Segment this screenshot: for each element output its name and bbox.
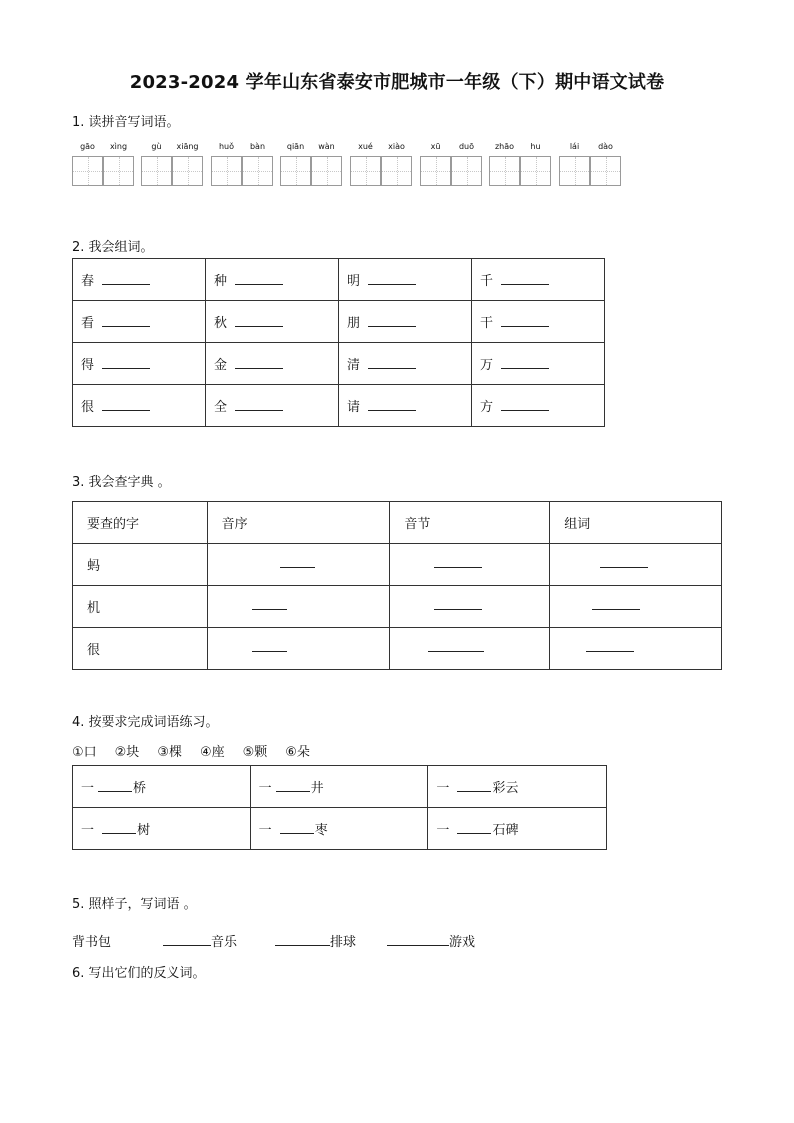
word-cell[interactable] (73, 385, 206, 427)
answer-blank[interactable] (276, 790, 310, 792)
answer-blank[interactable] (102, 409, 150, 411)
writing-box[interactable] (590, 156, 621, 186)
character: 请 (347, 400, 361, 415)
answer-blank[interactable] (368, 409, 416, 411)
answer-blank[interactable] (368, 283, 416, 285)
phrase-prefix: 一 (436, 823, 454, 838)
phrase-suffix: 彩云 (492, 781, 519, 796)
answer-blank[interactable] (501, 283, 549, 285)
pinyin-group (141, 142, 203, 156)
pinyin-text: dào (598, 142, 613, 151)
pinyin-labels (211, 142, 273, 156)
character: 看 (81, 316, 95, 331)
answer-blank[interactable] (102, 325, 150, 327)
pinyin-group (420, 142, 482, 156)
character: 方 (480, 400, 494, 415)
pinyin-text: gù (151, 142, 162, 151)
writing-box[interactable] (280, 156, 311, 186)
character: 明 (347, 274, 361, 289)
character: 金 (214, 358, 228, 373)
phrase-cell[interactable] (428, 766, 607, 808)
answer-blank[interactable] (235, 367, 283, 369)
table-row (73, 343, 605, 385)
word-item[interactable] (163, 931, 237, 950)
page-title: 2023-2024 学年山东省泰安市肥城市一年级（下）期中语文试卷 (129, 72, 665, 93)
writing-box[interactable] (211, 156, 242, 186)
phrase-suffix: 石碑 (492, 823, 519, 838)
writing-box[interactable] (103, 156, 134, 186)
writing-box[interactable] (311, 156, 342, 186)
word-cell[interactable] (73, 301, 206, 343)
word-item-suffix: 排球 (330, 935, 357, 950)
pinyin-labels (72, 142, 134, 156)
word-cell[interactable] (339, 385, 472, 427)
character: 清 (347, 358, 361, 373)
answer-blank[interactable] (428, 650, 484, 652)
table-row (73, 301, 605, 343)
phrase-cell[interactable] (73, 808, 251, 850)
pinyin-text: xué (358, 142, 373, 151)
answer-blank[interactable] (235, 325, 283, 327)
phrase-cell[interactable] (250, 808, 428, 850)
answer-blank[interactable] (280, 566, 315, 568)
measure-word-option: ②块 (114, 745, 140, 760)
table-row (73, 385, 605, 427)
answer-blank[interactable] (102, 367, 150, 369)
answer-blank[interactable] (98, 790, 132, 792)
pinyin-text: gāo (80, 142, 95, 151)
pinyin-text: xiào (388, 142, 405, 151)
answer-cell[interactable] (390, 628, 550, 670)
phrase-prefix: 一 (81, 823, 99, 838)
question-1-label: 1. 读拼音写词语。 (72, 115, 180, 130)
answer-blank[interactable] (434, 566, 482, 568)
writing-box[interactable] (559, 156, 590, 186)
character: 万 (480, 358, 494, 373)
phrase-prefix: 一 (81, 781, 95, 796)
word-cell[interactable] (206, 385, 339, 427)
word-cell[interactable] (206, 259, 339, 301)
writing-box[interactable] (242, 156, 273, 186)
column-header: 组词 (550, 502, 722, 544)
phrase-cell[interactable] (250, 766, 428, 808)
answer-cell[interactable] (550, 544, 722, 586)
answer-blank[interactable] (600, 566, 648, 568)
word-formation-table (72, 258, 605, 427)
pinyin-group (72, 142, 134, 156)
answer-blank[interactable] (592, 608, 640, 610)
pinyin-text: huǒ (218, 142, 235, 151)
answer-blank[interactable] (235, 283, 283, 285)
question-3-label: 3. 我会查字典 。 (72, 475, 171, 490)
pinyin-labels (559, 142, 621, 156)
pinyin-text: xiāng (176, 142, 199, 151)
word-cell[interactable] (339, 259, 472, 301)
word-cell[interactable] (472, 301, 605, 343)
character: 春 (81, 274, 95, 289)
pinyin-text: bàn (249, 142, 266, 151)
measure-word-options (72, 741, 328, 760)
word-cell[interactable] (73, 259, 206, 301)
pinyin-group (489, 142, 551, 156)
word-cell[interactable] (73, 343, 206, 385)
answer-blank[interactable] (252, 608, 287, 610)
question-5-label: 5. 照样子，写词语 。 (72, 897, 197, 912)
word-cell[interactable] (472, 385, 605, 427)
table-row (73, 808, 607, 850)
table-row (73, 766, 607, 808)
answer-cell[interactable] (390, 586, 550, 628)
table-row (73, 628, 722, 670)
writing-box[interactable] (72, 156, 103, 186)
answer-cell[interactable] (207, 544, 390, 586)
lookup-character: 蚂 (73, 544, 208, 586)
answer-blank[interactable] (457, 790, 491, 792)
answer-cell[interactable] (207, 586, 390, 628)
pinyin-labels (141, 142, 203, 156)
pinyin-labels (280, 142, 342, 156)
word-item[interactable] (275, 931, 356, 950)
table-header-row (73, 502, 722, 544)
pinyin-group (280, 142, 342, 156)
column-header: 音节 (390, 502, 550, 544)
word-cell[interactable] (339, 301, 472, 343)
answer-blank[interactable] (280, 832, 314, 834)
character: 得 (81, 358, 95, 373)
answer-blank[interactable] (368, 367, 416, 369)
character: 干 (480, 316, 494, 331)
pinyin-text: lái (569, 142, 580, 151)
phrase-prefix: 一 (258, 823, 276, 838)
pinyin-text: xū (430, 142, 441, 151)
answer-blank[interactable] (501, 409, 549, 411)
phrase-suffix: 井 (310, 781, 324, 796)
question-4-label: 4. 按要求完成词语练习。 (72, 715, 219, 730)
word-item-suffix: 音乐 (211, 935, 238, 950)
question-2-label: 2. 我会组词。 (72, 240, 154, 255)
answer-blank[interactable] (501, 367, 549, 369)
measure-word-option: ④座 (199, 745, 225, 760)
answer-blank[interactable] (252, 650, 287, 652)
lookup-character: 很 (73, 628, 208, 670)
phrase-cell[interactable] (73, 766, 251, 808)
question-6-label: 6. 写出它们的反义词。 (72, 966, 206, 981)
phrase-suffix: 枣 (314, 823, 328, 838)
pinyin-labels (350, 142, 412, 156)
answer-cell[interactable] (550, 586, 722, 628)
pinyin-text: qiān (286, 142, 305, 151)
character: 朋 (347, 316, 361, 331)
measure-word-option: ①口 (72, 745, 97, 760)
answer-blank[interactable] (102, 832, 136, 834)
answer-blank[interactable] (457, 832, 491, 834)
dictionary-table (72, 501, 722, 670)
measure-word-option: ③棵 (157, 745, 182, 760)
word-item[interactable] (387, 931, 475, 950)
lookup-character: 机 (73, 586, 208, 628)
pinyin-group (559, 142, 621, 156)
writing-box[interactable] (350, 156, 381, 186)
character: 种 (214, 274, 228, 289)
measure-word-option: ⑥朵 (285, 745, 310, 760)
column-header: 要查的字 (73, 502, 208, 544)
writing-box[interactable] (520, 156, 551, 186)
answer-blank[interactable] (235, 409, 283, 411)
pinyin-text: xìng (109, 142, 128, 151)
phrase-prefix: 一 (436, 781, 454, 796)
character: 很 (81, 400, 95, 415)
phrase-suffix: 桥 (133, 781, 147, 796)
writing-box[interactable] (420, 156, 451, 186)
answer-blank[interactable] (102, 283, 150, 285)
word-cell[interactable] (206, 343, 339, 385)
pinyin-text: zhāo (494, 142, 515, 151)
writing-box[interactable] (172, 156, 203, 186)
answer-cell[interactable] (550, 628, 722, 670)
character: 全 (214, 400, 228, 415)
table-row (73, 544, 722, 586)
answer-cell[interactable] (390, 544, 550, 586)
phrase-cell[interactable] (428, 808, 607, 850)
writing-box[interactable] (489, 156, 520, 186)
pinyin-labels (489, 142, 551, 156)
pinyin-labels (420, 142, 482, 156)
answer-cell[interactable] (207, 628, 390, 670)
answer-blank[interactable] (501, 325, 549, 327)
word-cell[interactable] (206, 301, 339, 343)
phrase-suffix: 树 (137, 823, 151, 838)
table-row (73, 259, 605, 301)
answer-blank[interactable] (586, 650, 634, 652)
word-item-suffix: 游戏 (449, 935, 476, 950)
word-cell[interactable] (472, 259, 605, 301)
writing-box[interactable] (141, 156, 172, 186)
answer-blank[interactable] (434, 608, 482, 610)
measure-word-table (72, 765, 607, 850)
table-row (73, 586, 722, 628)
word-cell[interactable] (472, 343, 605, 385)
pinyin-group (350, 142, 412, 156)
pinyin-group (211, 142, 273, 156)
character: 千 (480, 274, 494, 289)
answer-blank[interactable] (368, 325, 416, 327)
word-cell[interactable] (339, 343, 472, 385)
pinyin-text: wàn (318, 142, 335, 151)
writing-box[interactable] (381, 156, 412, 186)
writing-box[interactable] (451, 156, 482, 186)
character: 秋 (214, 316, 228, 331)
phrase-prefix: 一 (258, 781, 272, 796)
pinyin-text: duō (458, 142, 475, 151)
measure-word-option: ⑤颗 (242, 745, 268, 760)
example-word: 背书包 (72, 935, 112, 950)
column-header: 音序 (207, 502, 390, 544)
pinyin-text: hu (530, 142, 541, 151)
